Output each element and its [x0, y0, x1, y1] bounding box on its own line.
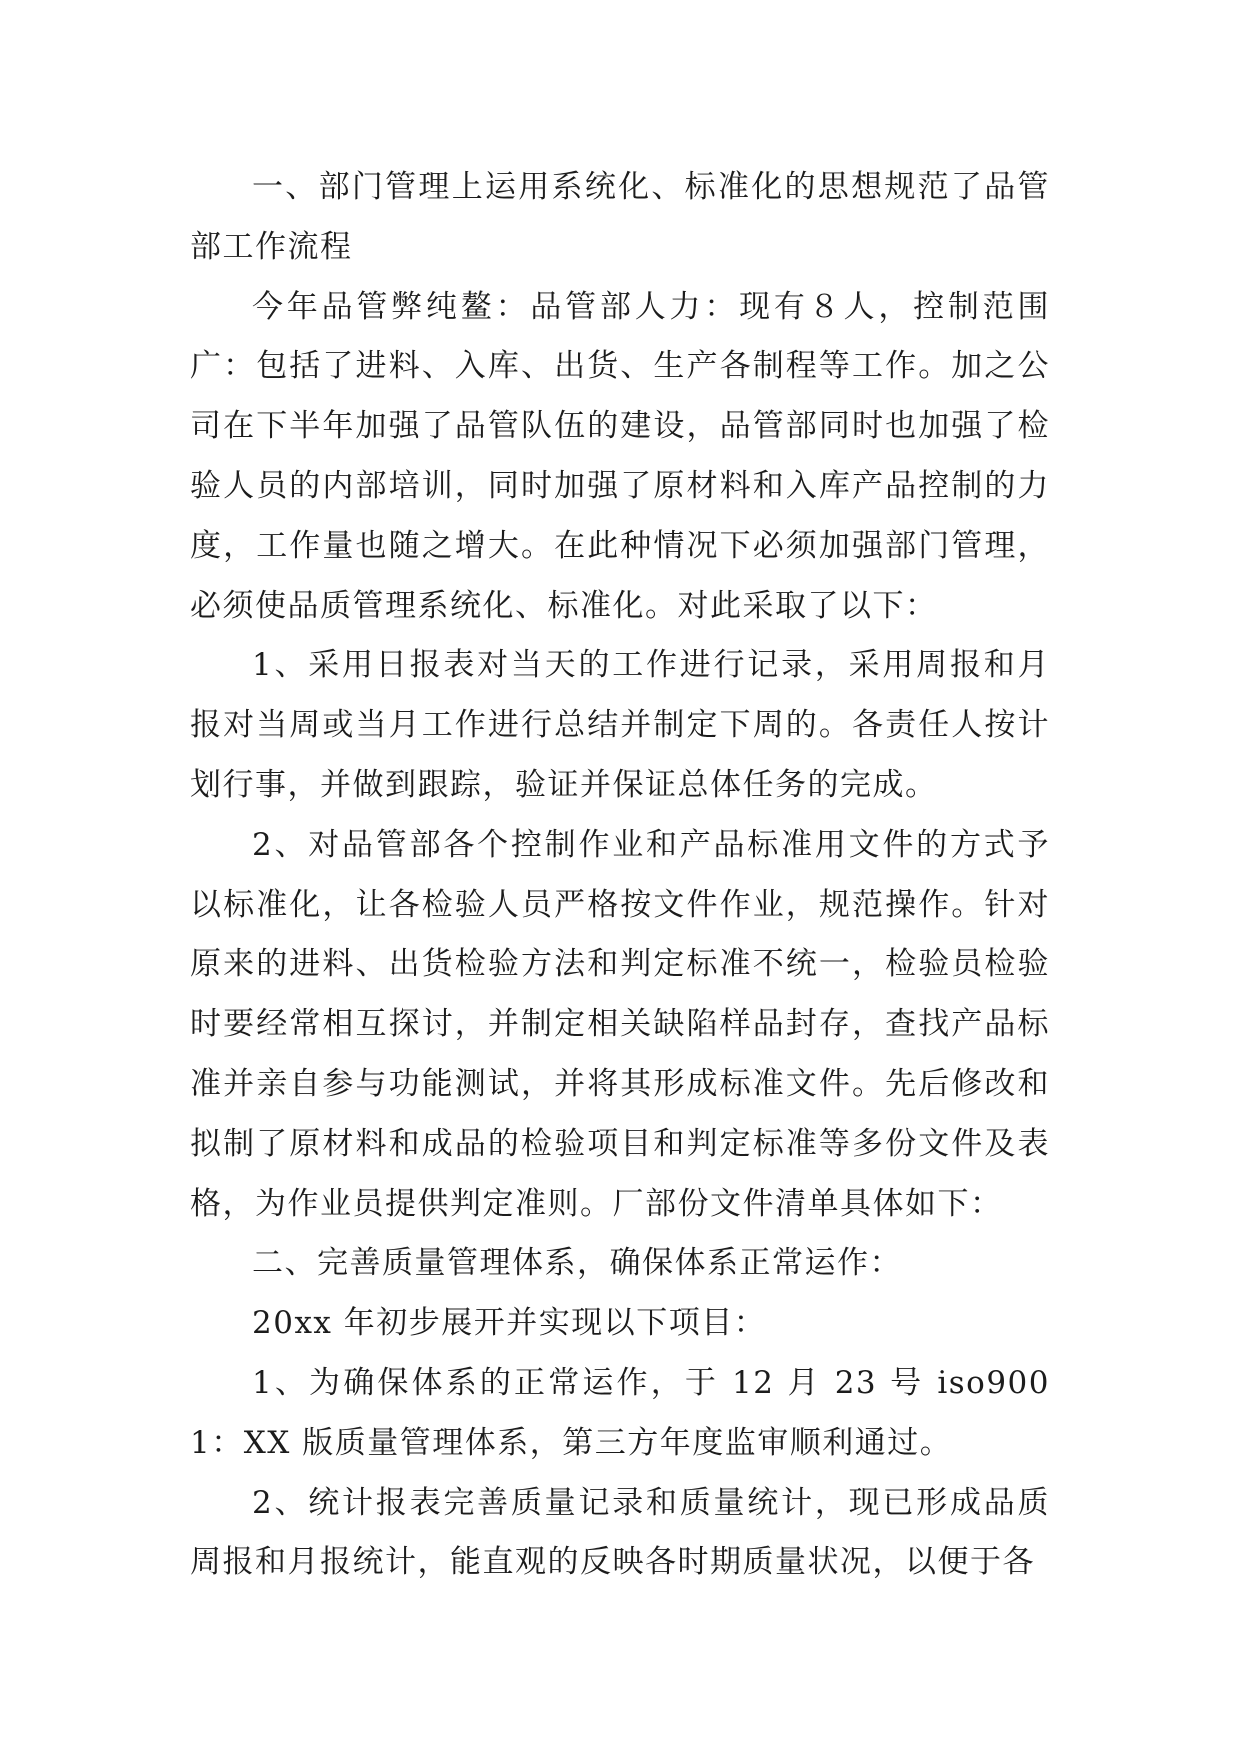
list-item-1: 1、采用日报表对当天的工作进行记录，采用周报和月报对当周或当月工作进行总结并制定下周的。各责任人按计划行事，并做到跟踪，验证并保证总体任务的完成。 [190, 647, 1050, 803]
list-item-3: 1、为确保体系的正常运作，于 12 月 23 号 iso9001：XX 版质量管理体系，第三方年度监审顺利通过。 [190, 1364, 1050, 1461]
section-heading-1: 一、部门管理上运用系统化、标准化的思想规范了品管部工作流程 [190, 169, 1050, 265]
list-item-4: 2、统计报表完善质量记录和质量统计，现已形成品质周报和月报统计，能直观的反映各时期质量状况，以便于各 [190, 1484, 1050, 1581]
paragraph-overview: 今年品管弊纯鳌：品管部人力：现有８人，控制范围广：包括了进料、入库、出货、生产各制程等工作。加之公司在下半年加强了品管队伍的建设，品管部同时也加强了检验人员的内部培训，同时加强了原材料和入库产品控制的力度，工作量也随之增大。在此种情况下必须加强部门管理，必须使品质管理系统化、标准化。对此采取了以下： [190, 288, 1050, 624]
paragraph-intro: 20xx 年初步展开并实现以下项目： [252, 1305, 767, 1342]
document-body [190, 158, 1050, 1593]
section-heading-2: 二、完善质量管理体系，确保体系正常运作： [252, 1245, 902, 1282]
list-item-2: 2、对品管部各个控制作业和产品标准用文件的方式予以标准化，让各检验人员严格按文件作业，规范操作。针对原来的进料、出货检验方法和判定标准不统一，检验员检验时要经常相互探讨，并制定相关缺陷样品封存，查找产品标准并亲自参与功能测试，并将其形成标准文件。先后修改和拟制了原材料和成品的检验项目和判定标准等多份文件及表格，为作业员提供判定准则。厂部份文件清单具体如下： [190, 826, 1050, 1222]
